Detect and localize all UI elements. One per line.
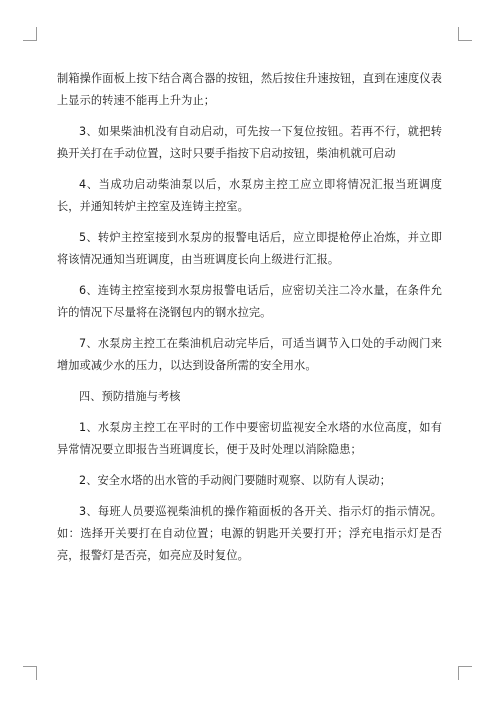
paragraph-measure-2: 2、安全水塔的出水管的手动阀门要随时观察、以防有人误动；: [79, 474, 391, 487]
paragraph-measure-3: 3、每班人员要巡视柴油机的操作箱面板的各开关、指示灯的指示情况。如：选择开关要打在自动位置；电源的钥匙开关要打开；浮充电指示灯是否亮，报警灯是否亮，如亮应及时复位。: [57, 505, 442, 562]
paragraph-item-7: 7、水泵房主控工在柴油机启动完毕后，可适当调节入口处的手动阀门来增加或减少水的压力，以达到设备所需的安全用水。: [57, 337, 442, 372]
paragraph-item-4: 4、当成功启动柴油泵以后，水泵房主控工应立即将情况汇报当班调度长，并通知转炉主控室及连铸主控室。: [57, 178, 442, 213]
paragraph-measure-1: 1、水泵房主控工在平时的工作中要密切监视安全水塔的水位高度，如有异常情况要立即报告当班调度长，便于及时处理以消除隐患；: [57, 421, 442, 456]
paragraph-item-6: 6、连铸主控室接到水泵房报警电话后，应密切关注二冷水量，在条件允许的情况下尽量将在浇钢包内的钢水拉完。: [57, 284, 442, 319]
paragraph-item-5: 5、转炉主控室接到水泵房的报警电话后，应立即提枪停止冶炼，并立即将该情况通知当班调度，由当班调度长向上级进行汇报。: [57, 231, 442, 266]
paragraph-continuation: 制箱操作面板上按下结合离合器的按钮，然后按住升速按钮，直到在速度仪表上显示的转速不能再上升为止；: [57, 72, 442, 107]
crop-mark-bottom-right: [458, 666, 472, 680]
document-body: [57, 68, 442, 576]
crop-mark-bottom-left: [23, 666, 37, 680]
section-heading: 四、预防措施与考核: [79, 390, 181, 403]
crop-mark-top-right: [458, 27, 472, 41]
paragraph-item-3: 3、如果柴油机没有自动启动，可先按一下复位按钮。若再不行，就把转换开关打在手动位置，这时只要手指按下启动按钮，柴油机就可启动: [57, 125, 442, 160]
crop-mark-top-left: [23, 27, 37, 41]
